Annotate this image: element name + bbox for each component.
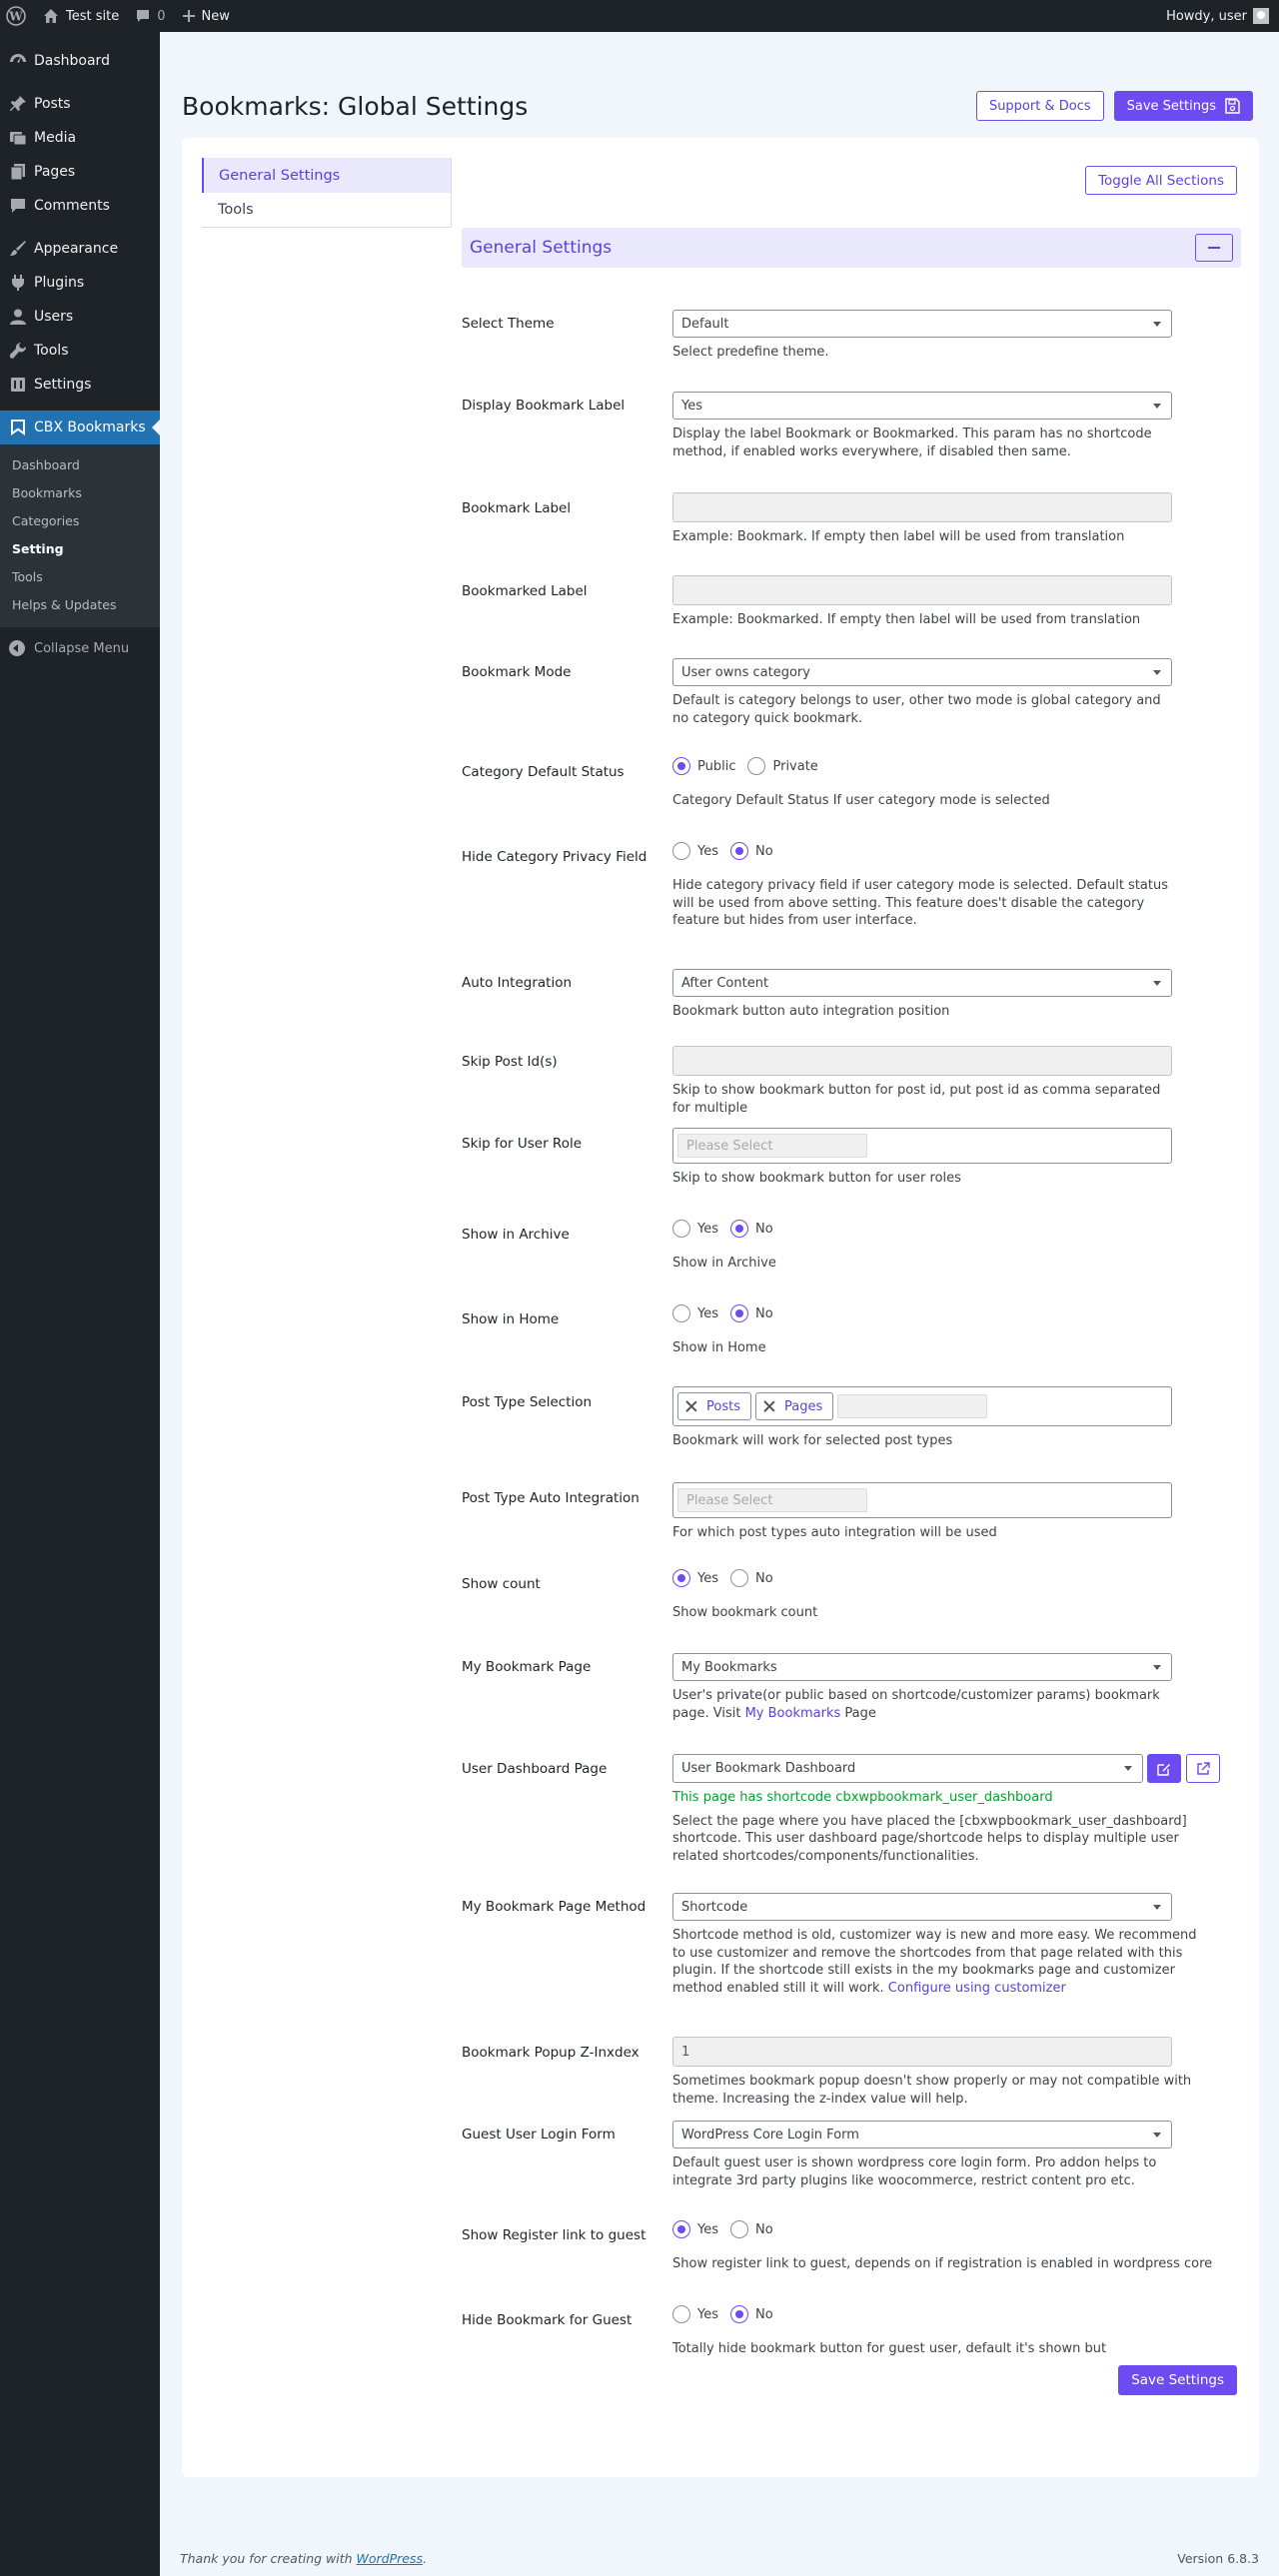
field-description: Default is category belongs to user, other two mode is global category and no category quick bookmark. bbox=[672, 693, 1161, 726]
field-label: Show in Archive bbox=[462, 1227, 570, 1243]
field-description: Totally hide bookmark button for guest user, default it's shown but bbox=[672, 2341, 1107, 2356]
hide-privacy-radios bbox=[672, 840, 1172, 862]
wordpress-link[interactable]: WordPress bbox=[356, 2551, 424, 2566]
show-count-radios bbox=[672, 1567, 1172, 1589]
field-description: Hide category privacy field if user category mode is selected. Default status will be used from above setting. This feature does't disable the category feature but hides from user interface. bbox=[672, 878, 1169, 928]
tab-general-settings[interactable]: General Settings bbox=[202, 158, 452, 193]
brush-icon bbox=[8, 239, 28, 259]
save-icon bbox=[1224, 98, 1240, 114]
display-label-select[interactable]: Yes bbox=[672, 392, 1172, 420]
field-description: Category Default Status If user category mode is selected bbox=[672, 793, 1050, 808]
guest-login-select[interactable]: WordPress Core Login Form bbox=[672, 2121, 1172, 2148]
field-description: Bookmark button auto integration position bbox=[672, 1004, 950, 1019]
shortcode-ok-message: This page has shortcode cbxwpbookmark_user_dashboard bbox=[672, 1790, 1053, 1805]
menu-posts[interactable]: Posts bbox=[0, 87, 160, 121]
field-description: Sometimes bookmark popup doesn't show properly or may not compatible with theme. Increasing the z-index value will help. bbox=[672, 2074, 1192, 2107]
save-settings-bottom-button[interactable]: Save Settings bbox=[1118, 2365, 1237, 2395]
skip-role-multiselect[interactable] bbox=[672, 1128, 1172, 1164]
field-label: Auto Integration bbox=[462, 975, 573, 991]
field-description: Example: Bookmark. If empty then label will be used from translation bbox=[672, 529, 1125, 544]
footer-thanks: Thank you for creating with WordPress. bbox=[180, 2551, 427, 2566]
admin-menu bbox=[0, 32, 160, 2576]
search-placeholder[interactable]: Please Select bbox=[677, 1488, 867, 1512]
bookmark-icon bbox=[8, 418, 28, 437]
hide-guest-radios bbox=[672, 2303, 1232, 2325]
new-content-link[interactable] bbox=[174, 0, 238, 32]
user-icon bbox=[8, 307, 28, 327]
plugin-icon bbox=[8, 273, 28, 293]
edit-icon bbox=[1157, 1762, 1171, 1776]
site-name: Test site bbox=[66, 8, 120, 24]
field-description: Show register link to guest, depends on if registration is enabled in wordpress core bbox=[672, 2256, 1213, 2271]
submenu-dashboard[interactable]: Dashboard bbox=[12, 457, 80, 472]
radio-no[interactable]: No bbox=[730, 1569, 773, 1587]
field-description: Default guest user is shown wordpress core login form. Pro addon helps to integrate 3rd party plugins like woocommerce, restrict content pro etc. bbox=[672, 2155, 1157, 2188]
field-label: My Bookmark Page bbox=[462, 1659, 592, 1675]
radio-no[interactable]: No bbox=[730, 842, 773, 860]
menu-comments[interactable]: Comments bbox=[0, 189, 160, 223]
radio-yes[interactable]: Yes bbox=[672, 2305, 718, 2323]
dashboard-icon bbox=[8, 51, 28, 71]
svg-text:W: W bbox=[9, 9, 23, 24]
field-description: Select the page where you have placed the [cbxwpbookmark_user_dashboard] shortcode. This user dashboard page/shortcode helps to display multiple user related shortcodes/components/functionalities. bbox=[672, 1813, 1187, 1864]
external-link-icon bbox=[1196, 1762, 1210, 1776]
site-name-link[interactable] bbox=[35, 0, 127, 32]
settings-nav bbox=[202, 158, 452, 228]
page-title: Bookmarks: Global Settings bbox=[182, 91, 529, 121]
radio-private[interactable]: Private bbox=[747, 757, 817, 775]
field-description: Show in Archive bbox=[672, 1256, 776, 1271]
field-label: Skip Post Id(s) bbox=[462, 1054, 558, 1070]
menu-cbx-bookmarks[interactable]: CBX Bookmarks bbox=[0, 411, 160, 444]
menu-pages[interactable]: Pages bbox=[0, 155, 160, 189]
radio-no[interactable]: No bbox=[730, 2305, 773, 2323]
howdy-text: Howdy, user bbox=[1166, 8, 1247, 24]
field-label: Bookmark Popup Z-Inxdex bbox=[462, 2045, 640, 2061]
comments-icon bbox=[8, 196, 28, 216]
field-label: Show in Home bbox=[462, 1311, 560, 1327]
footer-version: Version 6.8.3 bbox=[1177, 2551, 1259, 2566]
bookmark-label-input[interactable] bbox=[672, 492, 1172, 522]
field-description: Shortcode method is old, customizer way is new and more easy. We recommend to use customizer and remove the shortcodes from that page related with this plugin. If the shortcode still exists in the my bookmarks page and customizer method enabled still it will work. Configure using customizer bbox=[672, 1928, 1197, 1996]
section-header-general[interactable] bbox=[462, 228, 1241, 268]
field-label: Show Register link to guest bbox=[462, 2227, 646, 2243]
comments-link[interactable] bbox=[127, 0, 173, 32]
remove-icon[interactable] bbox=[762, 1399, 776, 1413]
theme-select[interactable]: Default bbox=[672, 310, 1172, 338]
media-icon bbox=[8, 128, 28, 148]
save-settings-button[interactable]: Save Settings bbox=[1114, 91, 1253, 121]
menu-media[interactable]: Media bbox=[0, 121, 160, 155]
search-input[interactable] bbox=[837, 1394, 987, 1418]
support-docs-button[interactable]: Support & Docs bbox=[976, 91, 1104, 121]
field-label: Skip for User Role bbox=[462, 1136, 583, 1152]
category-status-radios bbox=[672, 755, 1172, 777]
menu-users[interactable]: Users bbox=[0, 300, 160, 334]
field-description: Skip to show bookmark button for post id, put post id as comma separated for multiple bbox=[672, 1083, 1161, 1116]
submenu-setting[interactable]: Setting bbox=[12, 541, 64, 556]
field-description: Bookmark will work for selected post types bbox=[672, 1433, 953, 1448]
chip-posts[interactable]: Posts bbox=[677, 1392, 751, 1420]
remove-icon[interactable] bbox=[684, 1399, 698, 1413]
pages-icon bbox=[8, 162, 28, 182]
comments-count: 0 bbox=[157, 8, 166, 24]
new-label: New bbox=[201, 8, 230, 24]
field-description: Skip to show bookmark button for user roles bbox=[672, 1171, 961, 1186]
radio-public[interactable]: Public bbox=[672, 757, 735, 775]
radio-yes[interactable]: Yes bbox=[672, 2220, 718, 2238]
field-label: My Bookmark Page Method bbox=[462, 1899, 646, 1915]
page-method-select[interactable]: Shortcode bbox=[672, 1893, 1172, 1921]
field-description: Display the label Bookmark or Bookmarked. This param has no shortcode method, if enabled works everywhere, if disabled then same. bbox=[672, 427, 1152, 459]
avatar bbox=[1253, 8, 1269, 24]
field-label: Bookmark Label bbox=[462, 500, 572, 516]
tab-tools[interactable]: Tools bbox=[202, 193, 452, 228]
collapse-icon bbox=[9, 640, 25, 656]
radio-yes[interactable]: Yes bbox=[672, 1304, 718, 1322]
wordpress-logo-icon[interactable] bbox=[0, 0, 35, 32]
show-archive-radios bbox=[672, 1218, 1172, 1240]
field-label: User Dashboard Page bbox=[462, 1761, 608, 1777]
plus-icon bbox=[182, 9, 196, 23]
home-icon bbox=[43, 8, 59, 24]
field-description: Show bookmark count bbox=[672, 1605, 818, 1620]
edit-page-button[interactable] bbox=[1147, 1754, 1181, 1783]
field-label: Display Bookmark Label bbox=[462, 398, 626, 414]
zindex-input[interactable]: 1 bbox=[672, 2037, 1172, 2067]
chip-pages[interactable]: Pages bbox=[755, 1392, 833, 1420]
radio-yes[interactable]: Yes bbox=[672, 1569, 718, 1587]
field-label: Show count bbox=[462, 1576, 541, 1592]
field-description: Select predefine theme. bbox=[672, 345, 829, 360]
submenu-categories[interactable]: Categories bbox=[12, 513, 80, 528]
radio-no[interactable]: No bbox=[730, 1220, 773, 1238]
post-type-multiselect[interactable] bbox=[672, 1386, 1172, 1426]
menu-tools[interactable]: Tools bbox=[0, 334, 160, 368]
configure-customizer-link[interactable]: Configure using customizer bbox=[887, 1980, 1066, 1996]
radio-yes[interactable]: Yes bbox=[672, 842, 718, 860]
menu-dashboard[interactable]: Dashboard bbox=[0, 44, 160, 78]
submenu-helps-updates[interactable]: Helps & Updates bbox=[12, 597, 117, 612]
admin-bar bbox=[0, 0, 1279, 32]
field-label: Hide Category Privacy Field bbox=[462, 849, 647, 865]
submenu-bookmarks[interactable]: Bookmarks bbox=[12, 485, 82, 500]
submenu-tools[interactable]: Tools bbox=[12, 569, 43, 584]
bookmarked-label-input[interactable] bbox=[672, 575, 1172, 605]
menu-plugins[interactable]: Plugins bbox=[0, 266, 160, 300]
section-title: General Settings bbox=[470, 238, 613, 258]
field-label: Post Type Selection bbox=[462, 1394, 593, 1410]
auto-integration-select[interactable]: After Content bbox=[672, 969, 1172, 997]
field-description: For which post types auto integration will be used bbox=[672, 1525, 997, 1540]
wrench-icon bbox=[8, 341, 28, 361]
field-label: Hide Bookmark for Guest bbox=[462, 2312, 633, 2328]
show-home-radios bbox=[672, 1302, 1172, 1324]
search-placeholder[interactable]: Please Select bbox=[677, 1134, 867, 1158]
field-label: Select Theme bbox=[462, 316, 555, 332]
field-description: Show in Home bbox=[672, 1340, 766, 1355]
main-content bbox=[160, 32, 1279, 2576]
radio-no[interactable]: No bbox=[730, 2220, 773, 2238]
user-dashboard-page-select[interactable]: User Bookmark Dashboard bbox=[672, 1754, 1143, 1783]
field-description: User's private(or public based on shortcode/customizer params) bookmark page. Visit My Bookmarks Page bbox=[672, 1688, 1160, 1721]
field-label: Category Default Status bbox=[462, 764, 625, 780]
field-description: Example: Bookmarked. If empty then label will be used from translation bbox=[672, 612, 1141, 627]
radio-yes[interactable]: Yes bbox=[672, 1220, 718, 1238]
cbx-submenu bbox=[0, 444, 160, 627]
pin-icon bbox=[8, 94, 28, 114]
comment-icon bbox=[135, 8, 151, 24]
bookmark-mode-select[interactable]: User owns category bbox=[672, 658, 1172, 686]
page-header bbox=[182, 88, 1253, 124]
field-label: Bookmarked Label bbox=[462, 583, 588, 599]
settings-panel bbox=[182, 138, 1259, 2477]
my-bookmarks-link[interactable]: My Bookmarks bbox=[744, 1705, 841, 1721]
my-bookmark-page-select[interactable]: My Bookmarks bbox=[672, 1653, 1172, 1681]
field-label: Bookmark Mode bbox=[462, 664, 572, 680]
collapse-menu-button[interactable]: Collapse Menu bbox=[0, 631, 160, 665]
field-label: Guest User Login Form bbox=[462, 2127, 616, 2143]
register-link-radios bbox=[672, 2218, 1232, 2240]
menu-settings[interactable]: Settings bbox=[0, 368, 160, 402]
radio-no[interactable]: No bbox=[730, 1304, 773, 1322]
menu-appearance[interactable]: Appearance bbox=[0, 232, 160, 266]
skip-post-ids-input[interactable] bbox=[672, 1046, 1172, 1076]
view-page-button[interactable] bbox=[1186, 1754, 1220, 1783]
settings-sliders-icon bbox=[8, 375, 28, 395]
post-type-auto-multiselect[interactable] bbox=[672, 1482, 1172, 1518]
collapse-section-button[interactable] bbox=[1195, 234, 1233, 262]
toggle-all-sections-button[interactable]: Toggle All Sections bbox=[1085, 166, 1237, 195]
field-label: Post Type Auto Integration bbox=[462, 1490, 640, 1506]
my-account-link[interactable] bbox=[1158, 0, 1279, 32]
